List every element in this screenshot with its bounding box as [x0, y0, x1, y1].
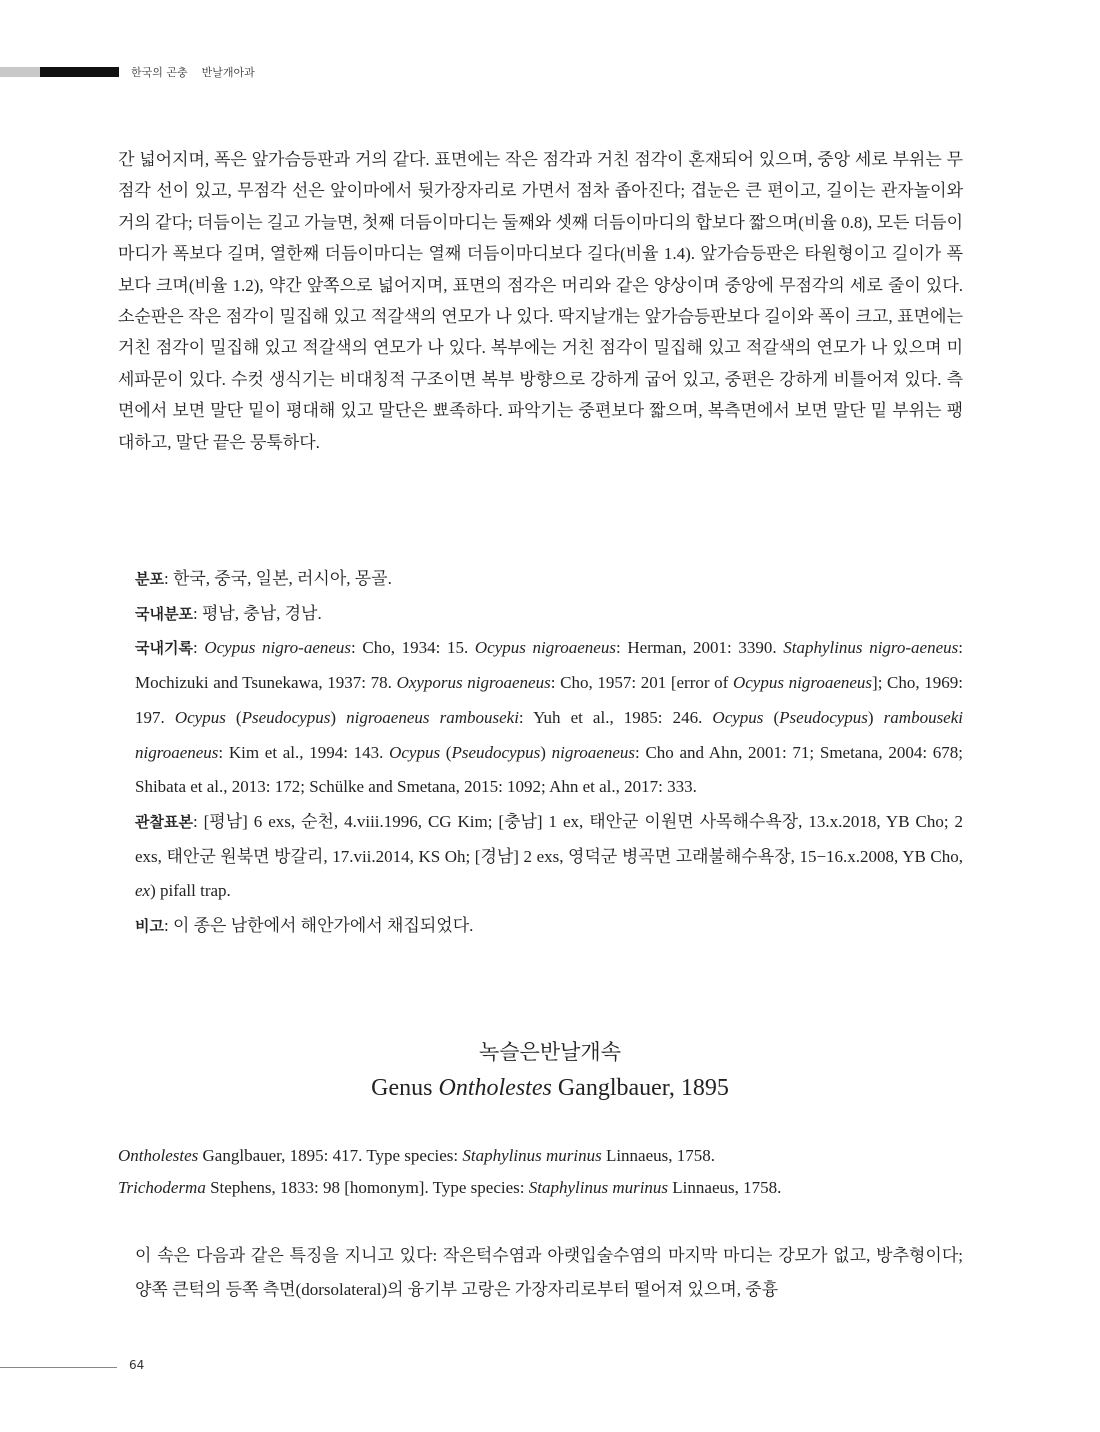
description-paragraph	[118, 144, 963, 458]
text-run: : Herman, 2001: 3390.	[615, 638, 784, 658]
description-text: 간 넓어지며, 폭은 앞가슴등판과 거의 같다. 표면에는 작은 점각과 거친 점각이 혼재되어 있으며, 중앙 세로 부위는 무점각 선이 있고, 무점각 선은 앞이마에서 뒷가장자리로 가면서 점차 좁아진다; 겹눈은 큰 편이고, 길이는 관자놀이와 거의 같다; 더듬이는 길고 가늘면, 첫째 더듬이마디는 둘째와 셋째 더듬이마디의 합보다 짧으며(비율 0.8), 모든 더듬이마디가 폭보다 길며, 열한째 더듬이마디는 열째 더듬이마디보다 길다(비율 1.4). 앞가슴등판은 타원형이고 길이가 폭보다 크며(비율 1.2), 약간 앞쪽으로 넓어지며, 표면의 점각은 머리와 같은 양상이며 중앙에 무점각의 세로 줄이 있다. 소순판은 작은 점각이 밀집해 있고 적갈색의 연모가 나 있다. 딱지날개는 앞가슴등판보다 길이와 폭이 크고, 표면에는 거친 점각이 밀집해 있고 적갈색의 연모가 나 있다. 복부에는 거친 점각이 밀집해 있고 적갈색의 연모가 나 있으며 미세파문이 있다. 수컷 생식기는 비대칭적 구조이면 복부 방향으로 강하게 굽어 있고, 중편은 강하게 비틀어져 있다. 측면에서 보면 말단 밑이 평대해 있고 말단은 뾰족하다. 파악기는 중편보다 짧으며, 복측면에서 보면 말단 밑 부위는 팽대하고, 말단 끝은 뭉툭하다.	[118, 150, 963, 452]
distribution-text: : 한국, 중국, 일본, 러시아, 몽골.	[163, 569, 392, 588]
text-run: : Kim et al., 1994: 143.	[218, 742, 390, 762]
distribution-label: 분포	[135, 570, 164, 588]
italic-taxon: Pseudocypus	[451, 742, 541, 762]
italic-taxon: ex	[135, 881, 151, 901]
synonym-species: Staphylinus murinus	[462, 1146, 602, 1165]
species-info-section	[118, 562, 963, 944]
specimens-label: 관찰표본	[135, 812, 193, 831]
header-gray-bar	[0, 67, 40, 77]
genus-prefix: Genus	[371, 1075, 439, 1101]
text-run: :	[192, 638, 205, 658]
domestic-records-text	[135, 638, 963, 796]
synonym-name: Ontholestes	[118, 1146, 199, 1165]
text-run: : Cho, 1957: 201 [error of	[550, 673, 733, 693]
domestic-distribution-text: : 평남, 충남, 경남.	[192, 603, 322, 623]
genus-description-paragraph	[118, 1239, 963, 1307]
italic-taxon: nigroaeneus rambouseki	[346, 707, 519, 727]
text-run: : Cho, 1934: 15.	[351, 638, 475, 658]
distribution-line	[118, 562, 963, 597]
italic-taxon: Ocypus	[389, 742, 441, 762]
domestic-distribution-line	[118, 597, 963, 632]
genus-description-text: 이 속은 다음과 같은 특징을 지니고 있다: 작은턱수염과 아랫입술수염의 마지막 마디는 강모가 없고, 방추형이다; 양쪽 큰턱의 등쪽 측면(dorsolateral)의 융기부 고랑은 가장자리로부터 떨어져 있으며, 중흉	[135, 1246, 963, 1299]
italic-taxon: Ocypus nigroaeneus	[474, 638, 616, 658]
running-header	[131, 64, 255, 80]
italic-taxon: Ocypus nigroaeneus	[732, 673, 873, 693]
text-run: )	[540, 742, 552, 762]
text-run: )	[330, 707, 347, 727]
synonym-species: Staphylinus murinus	[528, 1178, 669, 1197]
specimens-text	[135, 812, 963, 900]
text-run: : Cho and Ahn, 2001: 71; Smetana, 2004: 678; Shibata et al., 2013: 172; Schülke and Smetana, 2015: 1092; Ahn et al., 2017: 333.	[135, 742, 963, 797]
synonym-line	[118, 1172, 963, 1204]
italic-taxon: Ocypus	[174, 707, 226, 727]
italic-taxon: Pseudocypus	[241, 707, 331, 727]
page-number: 64	[129, 1358, 145, 1372]
domestic-records-label: 국내기록	[135, 639, 193, 658]
synonym-text: Stephens, 1833: 98 [homonym]. Type species:	[205, 1178, 529, 1197]
specimens-line	[118, 805, 963, 909]
header-black-bar	[40, 67, 119, 77]
text-run: (	[440, 742, 452, 762]
text-run: (	[225, 707, 242, 727]
synonym-line	[118, 1140, 963, 1172]
chapter-title: 반날개아과	[201, 66, 255, 79]
genus-latin-heading	[0, 1072, 1100, 1104]
text-run: (	[763, 707, 780, 727]
text-run: ) pifall trap.	[150, 881, 231, 901]
domestic-distribution-label: 국내분포	[135, 604, 193, 623]
italic-taxon: rambouseki nigroaeneus	[135, 707, 963, 762]
domestic-records-line	[118, 631, 963, 805]
italic-taxon: Ocypus	[712, 707, 764, 727]
remarks-text: : 이 종은 남한에서 해안가에서 채집되었다.	[163, 916, 474, 936]
genus-name: Ontholestes	[438, 1075, 552, 1101]
synonym-text: Ganglbauer, 1895: 417. Type species:	[198, 1146, 463, 1165]
italic-taxon: Pseudocypus	[779, 707, 868, 727]
genus-korean-heading: 녹슬은반날개속	[478, 1040, 621, 1064]
text-run: )	[867, 707, 884, 727]
synonym-after: Linnaeus, 1758.	[601, 1146, 716, 1165]
italic-taxon: Staphylinus nigro-aeneus	[783, 638, 959, 658]
remarks-label: 비고	[135, 917, 164, 936]
italic-taxon: nigroaeneus	[551, 742, 636, 762]
text-run: : Mochizuki and Tsunekawa, 1937: 78.	[135, 638, 963, 693]
remarks-line	[118, 909, 963, 944]
italic-taxon: Oxyporus nigroaeneus	[396, 673, 551, 693]
genus-author: Ganglbauer, 1895	[551, 1075, 729, 1101]
text-run: ]; Cho, 1969: 197.	[135, 673, 964, 727]
book-title: 한국의 곤충	[131, 66, 188, 79]
synonym-after: Linnaeus, 1758.	[668, 1178, 782, 1197]
text-run: : Yuh et al., 1985: 246.	[518, 707, 713, 727]
italic-taxon: Ocypus nigro-aeneus	[204, 638, 352, 658]
footer-rule	[0, 1367, 117, 1368]
text-run: : [평남] 6 exs, 순천, 4.viii.1996, CG Kim; [충남] 1 ex, 태안군 이원면 사목해수욕장, 13.x.2018, YB Cho; 2 exs, 태안군 원북면 방갈리, 17.vii.2014, KS Oh; [경남] 2 exs, 영덕군 병곡면 고래불해수욕장, 15−16.x.2008, YB Cho,	[135, 811, 963, 866]
synonym-name: Trichoderma	[118, 1178, 206, 1197]
synonym-list	[118, 1140, 963, 1204]
